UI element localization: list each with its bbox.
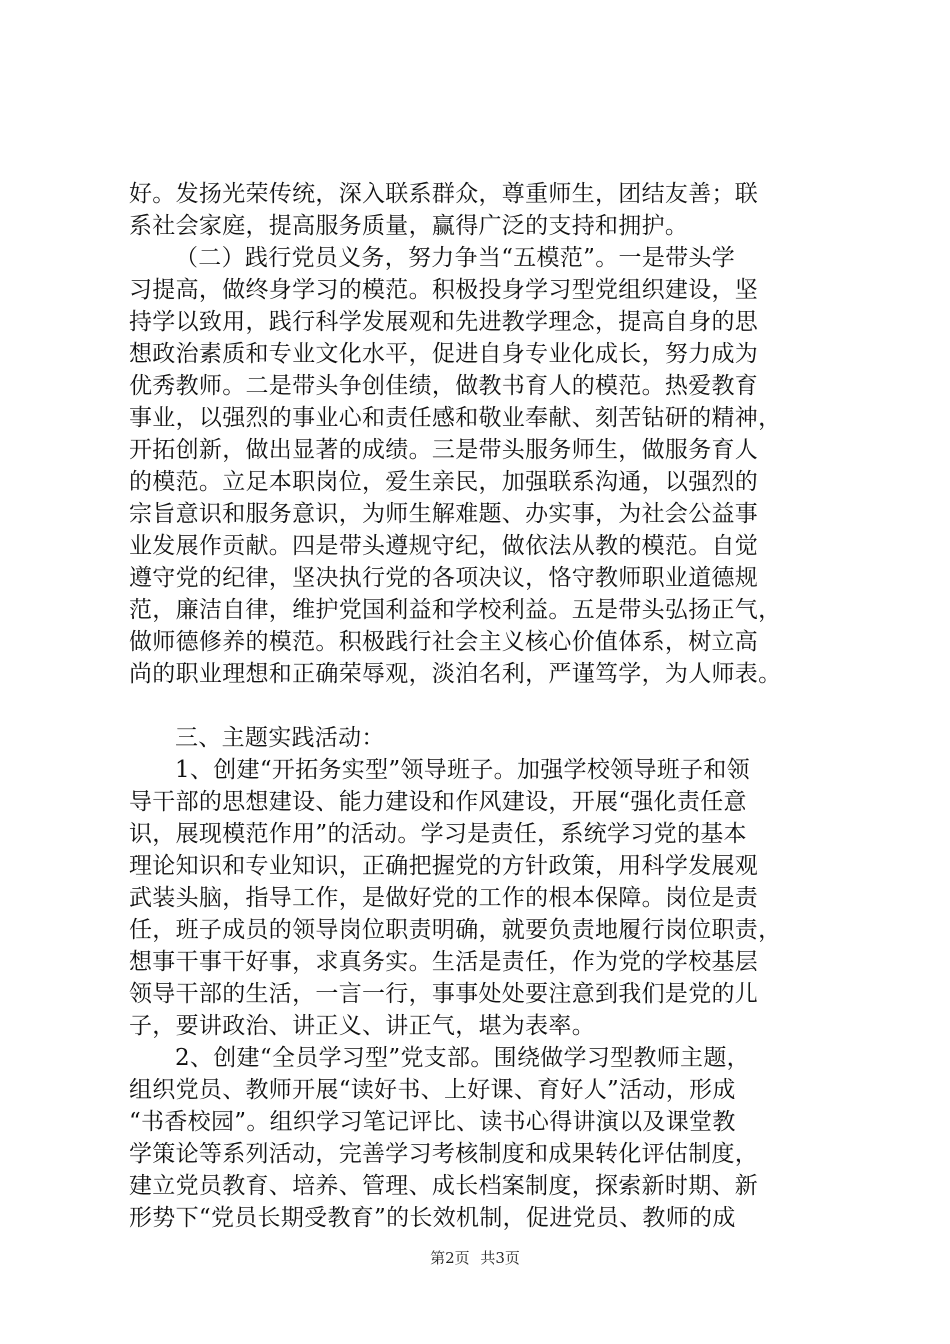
text-line: 形势下“党员长期受教育”的长效机制，促进党员、教师的成 [129, 1205, 736, 1231]
text-line: 遵守党的纪律，坚决执行党的各项决议，恪守教师职业道德规 [129, 565, 759, 591]
text-line: “书香校园”。组织学习笔记评比、读书心得讲演以及课堂教 [129, 1109, 736, 1135]
text-line: 组织党员、教师开展“读好书、上好课、育好人”活动，形成 [129, 1077, 736, 1103]
section-heading: 三、主题实践活动： [175, 725, 385, 751]
text-line: 事业，以强烈的事业心和责任感和敬业奉献、刻苦钻研的精神， [129, 405, 782, 431]
text-line: 理论知识和专业知识，正确把握党的方针政策，用科学发展观 [129, 853, 759, 879]
text-line: 尚的职业理想和正确荣辱观，淡泊名利，严谨笃学，为人师表。 [129, 661, 782, 687]
text-line: 业发展作贡献。四是带头遵规守纪，做依法从教的模范。自觉 [129, 533, 759, 559]
text-line: 导干部的思想建设、能力建设和作风建设，开展“强化责任意 [129, 789, 747, 815]
text-line: 想事干事干好事，求真务实。生活是责任，作为党的学校基层 [129, 949, 759, 975]
text-line: 识，展现模范作用”的活动。学习是责任，系统学习党的基本 [129, 821, 747, 847]
text-line: 做师德修养的模范。积极践行社会主义核心价值体系，树立高 [129, 629, 759, 655]
text-line: 2、创建“全员学习型”党支部。围绕做学习型教师主题， [175, 1045, 750, 1071]
text-line: 习提高，做终身学习的模范。积极投身学习型党组织建设，坚 [129, 277, 759, 303]
text-line: 想政治素质和专业文化水平，促进自身专业化成长，努力成为 [129, 341, 759, 367]
text-line: 系社会家庭，提高服务质量，赢得广泛的支持和拥护。 [129, 213, 689, 239]
text-line: 宗旨意识和服务意识，为师生解难题、办实事，为社会公益事 [129, 501, 759, 527]
text-line: 任，班子成员的领导岗位职责明确，就要负责地履行岗位职责， [129, 917, 782, 943]
text-line: 建立党员教育、培养、管理、成长档案制度，探索新时期、新 [129, 1173, 759, 1199]
text-line: 的模范。立足本职岗位，爱生亲民，加强联系沟通，以强烈的 [129, 469, 759, 495]
text-line: 范，廉洁自律，维护党国利益和学校利益。五是带头弘扬正气， [129, 597, 782, 623]
text-line: （二）践行党员义务，努力争当“五模范”。一是带头学 [175, 245, 736, 271]
text-line: 领导干部的生活，一言一行，事事处处要注意到我们是党的儿 [129, 981, 759, 1007]
text-line: 持学以致用，践行科学发展观和先进教学理念，提高自身的思 [129, 309, 759, 335]
text-line: 好。发扬光荣传统，深入联系群众，尊重师生，团结友善；联 [129, 181, 759, 207]
text-line: 学策论等系列活动，完善学习考核制度和成果转化评估制度， [129, 1141, 759, 1167]
text-line: 1、创建“开拓务实型”领导班子。加强学校领导班子和领 [175, 757, 750, 783]
page-footer [0, 1247, 950, 1268]
page-number: 第2页 [430, 1249, 470, 1267]
document-body [129, 178, 829, 1234]
text-line: 开拓创新，做出显著的成绩。三是带头服务师生，做服务育人 [129, 437, 759, 463]
text-line: 优秀教师。二是带头争创佳绩，做教书育人的模范。热爱教育 [129, 373, 759, 399]
blank-line [129, 690, 829, 722]
text-line: 子，要讲政治、讲正义、讲正气，堪为表率。 [129, 1013, 595, 1039]
text-line: 武装头脑，指导工作，是做好党的工作的根本保障。岗位是责 [129, 885, 759, 911]
page-total: 共3页 [480, 1249, 520, 1267]
